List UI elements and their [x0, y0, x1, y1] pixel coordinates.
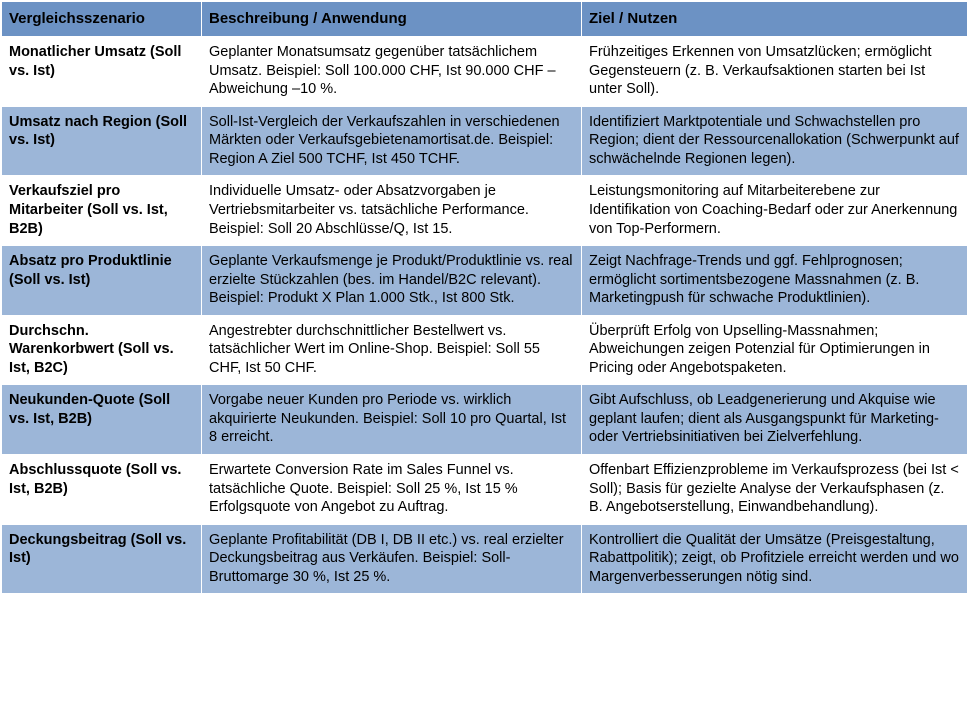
- table-row: [2, 176, 967, 246]
- cell-description: Geplante Verkaufsmenge je Produkt/Produktlinie vs. real erzielte Stückzahlen (bes. im Handel/B2C relevant). Beispiel: Produkt X Plan 1.000 Stk., Ist 800 Stk.: [202, 246, 582, 316]
- table-row: [2, 37, 967, 107]
- cell-description: Geplante Profitabilität (DB I, DB II etc.) vs. real erzielter Deckungsbeitrag aus Verkäufen. Beispiel: Soll-Bruttomarge 30 %, Ist 25 %.: [202, 524, 582, 594]
- cell-scenario: Verkaufsziel pro Mitarbeiter (Soll vs. Ist, B2B): [2, 176, 202, 246]
- cell-description: Erwartete Conversion Rate im Sales Funnel vs. tatsächliche Quote. Beispiel: Soll 25 %, Ist 15 % Erfolgsquote von Angebot zu Auftrag.: [202, 455, 582, 525]
- cell-description: Vorgabe neuer Kunden pro Periode vs. wirklich akquirierte Neukunden. Beispiel: Soll 10 pro Quartal, Ist 8 erreicht.: [202, 385, 582, 455]
- cell-scenario: Deckungsbeitrag (Soll vs. Ist): [2, 524, 202, 594]
- cell-scenario: Neukunden-Quote (Soll vs. Ist, B2B): [2, 385, 202, 455]
- cell-scenario: Durchschn. Warenkorbwert (Soll vs. Ist, B2C): [2, 315, 202, 385]
- column-header-description: Beschreibung / Anwendung: [202, 2, 582, 37]
- cell-goal: Identifiziert Marktpotentiale und Schwachstellen pro Region; dient der Ressourcenallokation (Schwerpunkt auf schwächelnde Regionen legen).: [582, 106, 967, 176]
- cell-description: Soll-Ist-Vergleich der Verkaufszahlen in verschiedenen Märkten oder Verkaufsgebietenamortisat.de. Beispiel: Region A Ziel 500 TCHF, Ist 450 TCHF.: [202, 106, 582, 176]
- cell-scenario: Absatz pro Produktlinie (Soll vs. Ist): [2, 246, 202, 316]
- cell-scenario: Abschlussquote (Soll vs. Ist, B2B): [2, 455, 202, 525]
- cell-goal: Gibt Aufschluss, ob Leadgenerierung und Akquise wie geplant laufen; dient als Ausgangspunkt für Marketing- oder Vertriebsinitiativen bei Zielverfehlung.: [582, 385, 967, 455]
- table-row: [2, 385, 967, 455]
- cell-goal: Kontrolliert die Qualität der Umsätze (Preisgestaltung, Rabattpolitik); zeigt, ob Profitziele erreicht werden und wo Margenverbesserungen nötig sind.: [582, 524, 967, 594]
- table-row: [2, 246, 967, 316]
- table-header-row: [2, 2, 967, 37]
- column-header-scenario: Vergleichsszenario: [2, 2, 202, 37]
- cell-scenario: Monatlicher Umsatz (Soll vs. Ist): [2, 37, 202, 107]
- cell-goal: Zeigt Nachfrage-Trends und ggf. Fehlprognosen; ermöglicht sortimentsbezogene Massnahmen (z. B. Marketingpush für schwache Produktlinien).: [582, 246, 967, 316]
- column-header-goal: Ziel / Nutzen: [582, 2, 967, 37]
- cell-description: Angestrebter durchschnittlicher Bestellwert vs. tatsächlicher Wert im Online-Shop. Beispiel: Soll 55 CHF, Ist 50 CHF.: [202, 315, 582, 385]
- cell-scenario: Umsatz nach Region (Soll vs. Ist): [2, 106, 202, 176]
- table-row: [2, 524, 967, 594]
- cell-goal: Offenbart Effizienzprobleme im Verkaufsprozess (bei Ist < Soll); Basis für gezielte Analyse der Verkaufsphasen (z. B. Angebotserstellung, Einwandbehandlung).: [582, 455, 967, 525]
- table-row: [2, 455, 967, 525]
- cell-goal: Leistungsmonitoring auf Mitarbeiterebene zur Identifikation von Coaching-Bedarf oder zur Anerkennung von Top-Performern.: [582, 176, 967, 246]
- table-body: [2, 37, 967, 594]
- comparison-table: [1, 1, 967, 594]
- cell-goal: Überprüft Erfolg von Upselling-Massnahmen; Abweichungen zeigen Potenzial für Optimierungen in Pricing oder Angebotspaketen.: [582, 315, 967, 385]
- table-row: [2, 315, 967, 385]
- cell-description: Geplanter Monatsumsatz gegenüber tatsächlichem Umsatz. Beispiel: Soll 100.000 CHF, Ist 90.000 CHF – Abweichung –10 %.: [202, 37, 582, 107]
- table-header: [2, 2, 967, 37]
- table-row: [2, 106, 967, 176]
- cell-description: Individuelle Umsatz- oder Absatzvorgaben je Vertriebsmitarbeiter vs. tatsächliche Performance. Beispiel: Soll 20 Abschlüsse/Q, Ist 15.: [202, 176, 582, 246]
- cell-goal: Frühzeitiges Erkennen von Umsatzlücken; ermöglicht Gegensteuern (z. B. Verkaufsaktionen starten bei Ist unter Soll).: [582, 37, 967, 107]
